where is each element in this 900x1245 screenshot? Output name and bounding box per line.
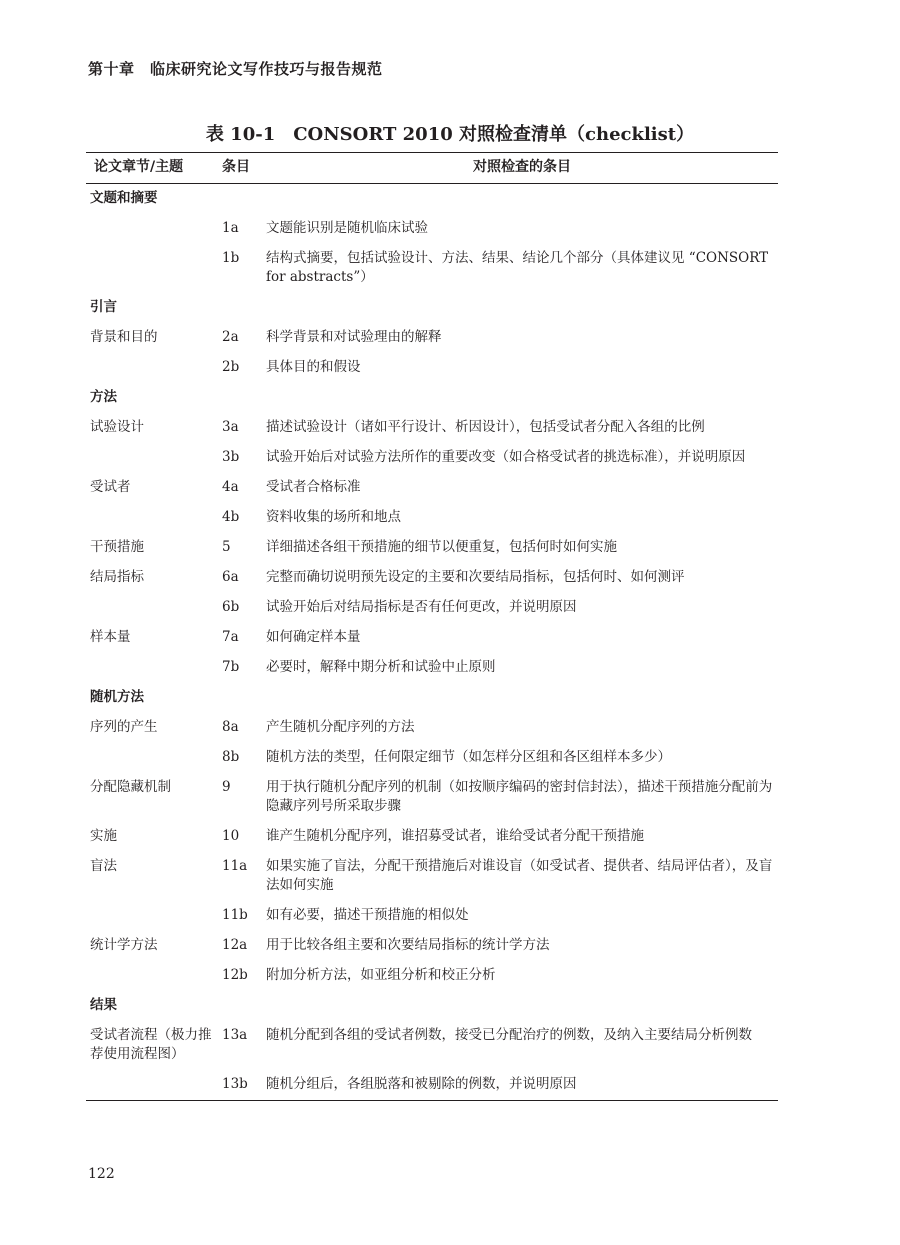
section-cell (86, 1070, 222, 1101)
item-text-cell: 详细描述各组干预措施的细节以便重复，包括何时如何实施 (266, 539, 617, 555)
section-row (86, 991, 778, 1021)
item-number-cell: 4b (222, 509, 240, 525)
table-row (86, 713, 778, 743)
item-number-cell: 7b (222, 659, 240, 675)
checklist-table (86, 152, 778, 1101)
item-text-cell: 随机分组后，各组脱落和被剔除的例数，并说明原因 (266, 1076, 577, 1092)
table-row (86, 563, 778, 593)
item-text-cell (266, 991, 778, 1021)
item-number-cell: 13a (222, 1027, 248, 1043)
section-cell (86, 901, 222, 931)
item-number-cell: 2b (222, 359, 240, 375)
item-number-cell: 1b (222, 250, 240, 266)
table-row (86, 214, 778, 244)
item-number-cell: 3b (222, 449, 240, 465)
item-number-cell (222, 383, 266, 413)
section-row (86, 383, 778, 413)
table-row (86, 901, 778, 931)
item-number-cell: 5 (222, 539, 231, 555)
item-text-cell: 如果实施了盲法，分配干预措施后对谁设盲（如受试者、提供者、结局评估者），及盲法如何实施 (266, 858, 773, 893)
table-row (86, 773, 778, 822)
section-cell: 盲法 (90, 858, 117, 874)
section-cell: 方法 (90, 389, 117, 405)
section-cell: 文题和摘要 (90, 190, 158, 206)
running-head: 第十章 临床研究论文写作技巧与报告规范 (88, 60, 383, 78)
item-text-cell: 用于比较各组主要和次要结局指标的统计学方法 (266, 937, 550, 953)
table-row (86, 743, 778, 773)
table-row (86, 1021, 778, 1070)
item-text-cell: 受试者合格标准 (266, 479, 361, 495)
item-text-cell: 科学背景和对试验理由的解释 (266, 329, 442, 345)
item-number-cell (222, 293, 266, 323)
item-number-cell: 3a (222, 419, 239, 435)
section-cell: 分配隐藏机制 (90, 779, 171, 795)
table-row (86, 533, 778, 563)
table-row (86, 623, 778, 653)
item-number-cell (222, 991, 266, 1021)
section-cell: 序列的产生 (90, 719, 158, 735)
table-row (86, 413, 778, 443)
item-text-cell (266, 293, 778, 323)
item-text-cell: 如何确定样本量 (266, 629, 361, 645)
table-row (86, 653, 778, 683)
item-number-cell: 9 (222, 779, 231, 795)
item-number-cell: 2a (222, 329, 239, 345)
table-row (86, 852, 778, 901)
section-cell (86, 593, 222, 623)
table-row (86, 443, 778, 473)
table-row (86, 931, 778, 961)
table-body (86, 184, 778, 1101)
header-row (86, 153, 778, 184)
item-text-cell: 结构式摘要，包括试验设计、方法、结果、结论几个部分（具体建议见 “CONSORT for abstracts”） (266, 250, 769, 285)
section-cell: 实施 (90, 828, 117, 844)
table-row (86, 323, 778, 353)
item-number-cell (222, 184, 266, 215)
table-caption: 表 10-1 CONSORT 2010 对照检查清单（checklist） (205, 124, 695, 145)
item-text-cell (266, 383, 778, 413)
section-cell (86, 244, 222, 293)
item-number-cell: 8a (222, 719, 239, 735)
section-cell: 背景和目的 (90, 329, 158, 345)
checklist-table-container (86, 152, 778, 1101)
page-number: 122 (88, 1166, 115, 1182)
table-row (86, 593, 778, 623)
section-cell (86, 961, 222, 991)
section-cell (86, 743, 222, 773)
section-cell: 干预措施 (90, 539, 144, 555)
item-text-cell: 产生随机分配序列的方法 (266, 719, 415, 735)
item-number-cell: 10 (222, 828, 240, 844)
item-text-cell: 随机分配到各组的受试者例数，接受已分配治疗的例数，及纳入主要结局分析例数 (266, 1027, 752, 1043)
item-text-cell: 谁产生随机分配序列，谁招募受试者，谁给受试者分配干预措施 (266, 828, 644, 844)
section-cell (86, 214, 222, 244)
item-text-cell: 试验开始后对试验方法所作的重要改变（如合格受试者的挑选标准），并说明原因 (266, 449, 746, 465)
table-header (86, 153, 778, 184)
item-text-cell (266, 683, 778, 713)
table-row (86, 244, 778, 293)
header-section: 论文章节/主题 (94, 159, 184, 175)
section-cell: 随机方法 (90, 689, 144, 705)
item-number-cell: 12a (222, 937, 248, 953)
table-row (86, 961, 778, 991)
table-row (86, 822, 778, 852)
section-cell (86, 353, 222, 383)
item-text-cell (266, 184, 778, 215)
header-content: 对照检查的条目 (473, 159, 571, 175)
item-number-cell (222, 683, 266, 713)
section-cell (86, 443, 222, 473)
item-number-cell: 12b (222, 967, 248, 983)
item-text-cell: 具体目的和假设 (266, 359, 361, 375)
section-cell: 试验设计 (90, 419, 144, 435)
section-row (86, 184, 778, 215)
item-number-cell: 8b (222, 749, 240, 765)
section-cell: 统计学方法 (90, 937, 158, 953)
item-text-cell: 用于执行随机分配序列的机制（如按顺序编码的密封信封法），描述干预措施分配前为隐藏序列号所采取步骤 (266, 779, 773, 814)
item-text-cell: 资料收集的场所和地点 (266, 509, 401, 525)
item-number-cell: 4a (222, 479, 239, 495)
section-cell (86, 653, 222, 683)
item-text-cell: 试验开始后对结局指标是否有任何更改，并说明原因 (266, 599, 577, 615)
item-number-cell: 6a (222, 569, 239, 585)
section-cell: 结果 (90, 997, 117, 1013)
table-row (86, 473, 778, 503)
table-row (86, 1070, 778, 1101)
section-cell: 样本量 (90, 629, 131, 645)
item-text-cell: 随机方法的类型，任何限定细节（如怎样分区组和各区组样本多少） (266, 749, 671, 765)
item-number-cell: 13b (222, 1076, 248, 1092)
section-row (86, 293, 778, 323)
section-cell (86, 503, 222, 533)
section-cell: 受试者 (90, 479, 131, 495)
item-text-cell: 文题能识别是随机临床试验 (266, 220, 428, 236)
section-row (86, 683, 778, 713)
item-text-cell: 完整而确切说明预先设定的主要和次要结局指标，包括何时、如何测评 (266, 569, 685, 585)
section-cell: 结局指标 (90, 569, 144, 585)
section-cell: 受试者流程（极力推荐使用流程图） (90, 1027, 212, 1062)
item-number-cell: 7a (222, 629, 239, 645)
table-row (86, 503, 778, 533)
item-number-cell: 1a (222, 220, 239, 236)
item-text-cell: 附加分析方法，如亚组分析和校正分析 (266, 967, 496, 983)
item-text-cell: 描述试验设计（诸如平行设计、析因设计），包括受试者分配入各组的比例 (266, 419, 705, 435)
item-number-cell: 6b (222, 599, 240, 615)
item-number-cell: 11a (222, 858, 248, 874)
table-row (86, 353, 778, 383)
item-text-cell: 必要时，解释中期分析和试验中止原则 (266, 659, 496, 675)
section-cell: 引言 (90, 299, 117, 315)
item-text-cell: 如有必要，描述干预措施的相似处 (266, 907, 469, 923)
item-number-cell: 11b (222, 907, 248, 923)
header-item: 条目 (222, 159, 250, 175)
